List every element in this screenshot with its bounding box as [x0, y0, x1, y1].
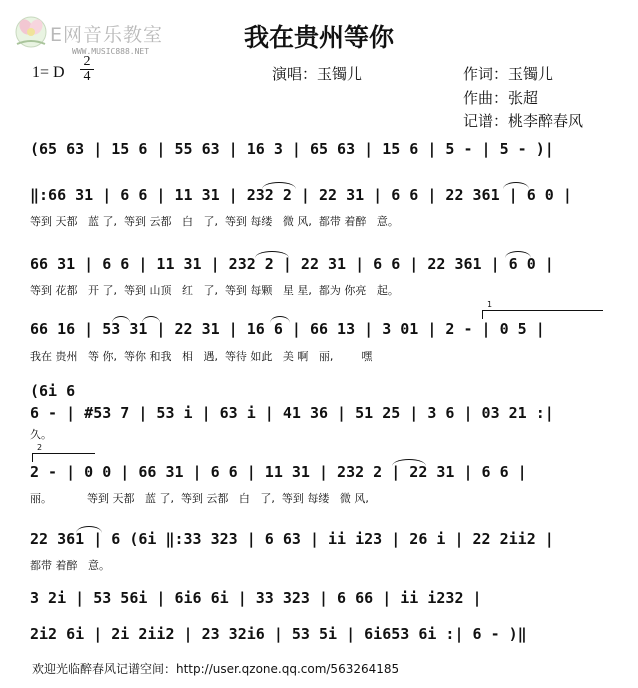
time-signature-bottom: 4: [83, 69, 91, 84]
notation-line: 3 2i | 53 56i | 6i6 6i | 33 323 | 6 66 | ii i232 |: [30, 589, 482, 607]
lyricist-credit: 作词：玉镯儿: [463, 65, 554, 83]
notation-line: 66 16 | 53 31 | 22 31 | 16 6 | 66 13 | 3 01 | 2 - | 0 5 |: [30, 320, 545, 338]
singer-credit: 演唱：玉镯儿: [272, 65, 363, 83]
lyrics-line: 久。: [30, 428, 52, 441]
notation-line: (6i 6 6 - | #53 7 | 53 i | 63 i | 41 36 | 51 25 | 3 6 | 03 21 :|: [30, 382, 554, 422]
key-signature: 1= D: [32, 64, 65, 81]
lyrics-line: 丽。 等到 天都 蓝 了, 等到 云都 白 了, 等到 每缕 微 风,: [30, 492, 369, 505]
notation-line: 22 361 | 6 (6i ‖:33 323 | 6 63 | ii i23 | 26 i | 22 2ii2 |: [30, 530, 554, 548]
lyrics-line: 等到 花都 开 了, 等到 山顶 红 了, 等到 每颗 星 星, 都为 你亮 起。: [30, 284, 399, 297]
footer-credit: 欢迎光临醉春风记谱空间：http://user.qzone.qq.com/563264185: [32, 662, 400, 676]
time-signature: [80, 56, 94, 83]
time-signature-top: 2: [83, 54, 91, 69]
lyrics-line: 等到 天都 蓝 了, 等到 云都 白 了, 等到 每缕 微 风, 都带 着醉 意。: [30, 215, 399, 228]
notation-line: (65 63 | 15 6 | 55 63 | 16 3 | 65 63 | 15 6 | 5 - | 5 - )|: [30, 140, 554, 158]
notation-line: 2 - | 0 0 | 66 31 | 6 6 | 11 31 | 232 2 | 22 31 | 6 6 |: [30, 463, 527, 481]
volta-bracket-1: 1: [482, 310, 603, 319]
composer-credit: 作曲：张超: [463, 89, 539, 107]
lyrics-line: 我在 贵州 等 你, 等你 和我 相 遇, 等待 如此 美 啊 丽, 嘿: [30, 350, 373, 363]
transcriber-credit: 记谱：桃李醉春风: [463, 112, 584, 130]
song-title: 我在贵州等你: [243, 23, 394, 52]
logo-brand-text: E网音乐教室: [50, 24, 164, 46]
notation-line: 2i2 6i | 2i 2ii2 | 23 32i6 | 53 5i | 6i653 6i :| 6 - )‖: [30, 625, 527, 643]
logo-url-text: WWW.MUSIC888.NET: [72, 47, 150, 56]
lyrics-line: 都带 着醉 意。: [30, 559, 110, 572]
notation-line: ‖:66 31 | 6 6 | 11 31 | 232 2 | 22 31 | 6 6 | 22 361 | 6 0 |: [30, 186, 572, 204]
notation-line: 66 31 | 6 6 | 11 31 | 232 2 | 22 31 | 6 6 | 22 361 | 6 0 |: [30, 255, 554, 273]
volta-bracket-2: 2: [32, 453, 95, 462]
